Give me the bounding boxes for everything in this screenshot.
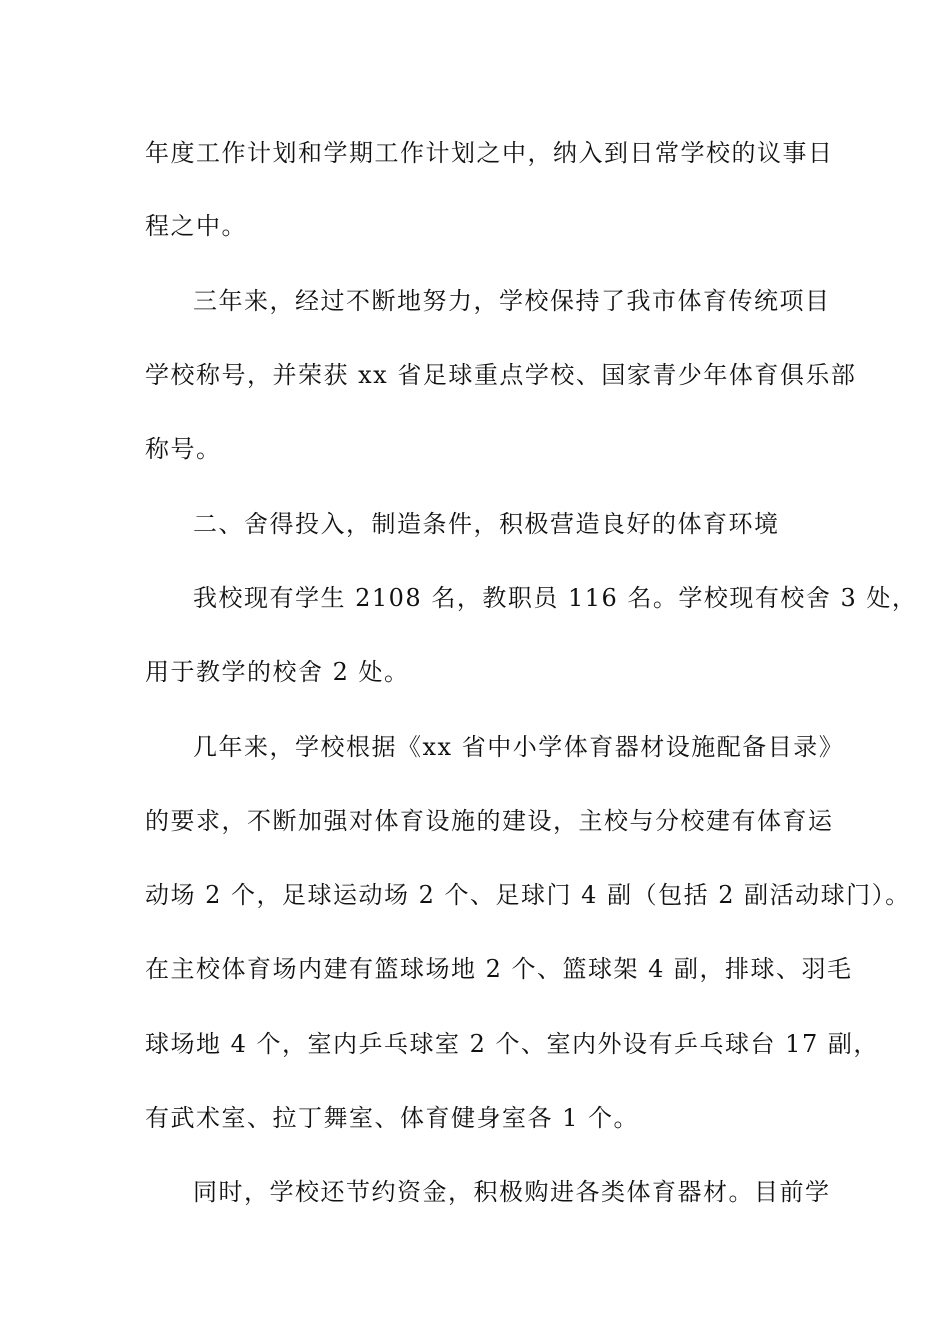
paragraph-line: 几年来，学校根据《xx 省中小学体育器材设施配备目录》	[193, 733, 845, 761]
paragraph-line: 球场地 4 个，室内乒乓球室 2 个、室内外设有乒乓球台 17 副，	[145, 1030, 879, 1058]
paragraph-line: 用于教学的校舍 2 处。	[145, 658, 410, 686]
paragraph-line: 程之中。	[145, 212, 247, 240]
paragraph-line: 有武术室、拉丁舞室、体育健身室各 1 个。	[145, 1104, 640, 1132]
paragraph-line: 的要求，不断加强对体育设施的建设，主校与分校建有体育运	[145, 807, 834, 835]
paragraph-line: 同时，学校还节约资金，积极购进各类体育器材。目前学	[193, 1178, 831, 1206]
paragraph-line: 在主校体育场内建有篮球场地 2 个、篮球架 4 副，排球、羽毛	[145, 955, 853, 983]
paragraph-line: 年度工作计划和学期工作计划之中，纳入到日常学校的议事日	[145, 139, 834, 167]
paragraph-line: 称号。	[145, 435, 222, 463]
section-heading: 二、舍得投入，制造条件，积极营造良好的体育环境	[193, 510, 780, 538]
paragraph-line: 学校称号，并荣获 xx 省足球重点学校、国家青少年体育俱乐部	[145, 361, 857, 389]
paragraph-line: 我校现有学生 2108 名，教职员 116 名。学校现有校舍 3 处，	[193, 584, 918, 612]
paragraph-line: 动场 2 个，足球运动场 2 个、足球门 4 副（包括 2 副活动球门）。	[145, 881, 911, 909]
paragraph-line: 三年来，经过不断地努力，学校保持了我市体育传统项目	[193, 287, 831, 315]
